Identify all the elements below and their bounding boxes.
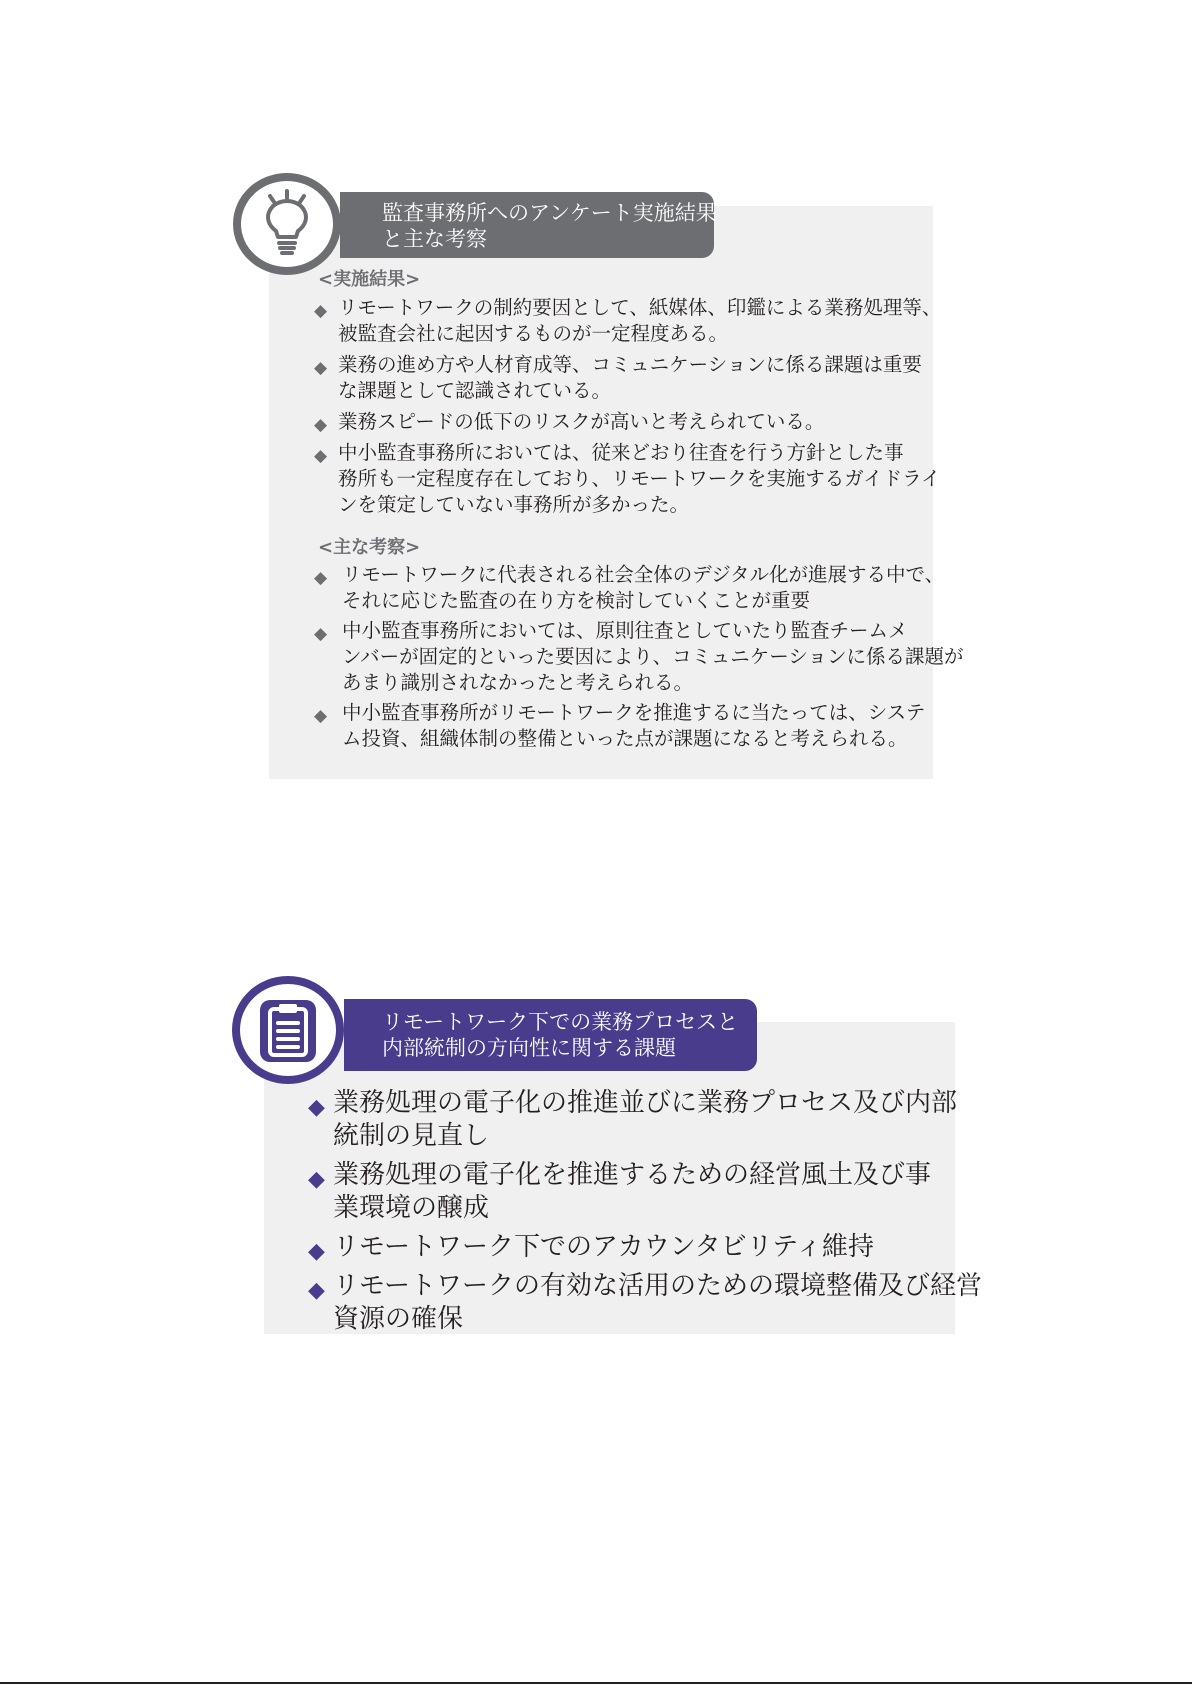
- lightbulb-badge: [233, 173, 341, 275]
- list-item: ◆ 中小監査事務所においては、原則往査としていたり監査チームメ ンバーが固定的といった要因により、コミュニケーションに係る課題が あまり識別されなかったと考えられる。: [314, 619, 964, 694]
- considerations-heading: <主な考察>: [318, 537, 421, 558]
- section2-title-banner: [344, 999, 757, 1071]
- list-item: ◆ リモートワークに代表される社会全体のデジタル化が進展する中で、 それに応じた監査の在り方を検討していくことが重要: [314, 563, 945, 612]
- diamond-bullet-icon: ◆: [314, 415, 328, 435]
- list-item: ◆ 業務処理の電子化を推進するための経営風土及び事 業環境の醸成: [308, 1160, 932, 1223]
- section1-title-banner: [340, 192, 717, 258]
- list-item: ◆ 業務の進め方や人材育成等、コミュニケーションに係る課題は重要 な課題として認識されている。: [314, 353, 922, 402]
- list-item: ◆ 業務処理の電子化の推進並びに業務プロセス及び内部 統制の見直し: [308, 1088, 958, 1151]
- section1-title-line-2: と主な考察: [382, 227, 487, 251]
- list-item: ◆ リモートワーク下でのアカウンタビリティ維持: [308, 1231, 948, 1264]
- diamond-bullet-icon: ◆: [308, 1278, 325, 1303]
- results-list: [314, 295, 942, 523]
- diamond-bullet-icon: ◆: [308, 1239, 325, 1264]
- list-item: ◆ リモートワークの有効な活用のための環境整備及び経営 資源の確保: [308, 1271, 982, 1334]
- results-heading: <実施結果>: [318, 269, 421, 290]
- diamond-bullet-icon: ◆: [314, 301, 328, 321]
- diamond-bullet-icon: ◆: [314, 446, 328, 466]
- lightbulb-icon: [252, 189, 322, 259]
- footer-rule: [0, 1682, 1192, 1684]
- diamond-bullet-icon: ◆: [308, 1095, 325, 1120]
- diamond-bullet-icon: ◆: [314, 568, 328, 588]
- list-item: ◆ リモートワークの制約要因として、紙媒体、印鑑による業務処理等、 被監査会社に起因するものが一定程度ある。: [314, 296, 942, 345]
- clipboard-icon: [253, 995, 323, 1065]
- section1-title-line-1: 監査事務所へのアンケート実施結果: [382, 201, 717, 225]
- issues-list: [308, 1087, 982, 1342]
- list-item: ◆ 業務スピードの低下のリスクが高いと考えられている。: [314, 409, 914, 435]
- list-item: ◆ 中小監査事務所においては、従来どおり往査を行う方針とした事 務所も一定程度存在しており、リモートワークを実施するガイドライ ンを策定していない事務所が多かった。: [314, 441, 941, 516]
- section2-title-line-2: 内部統制の方向性に関する課題: [382, 1036, 676, 1060]
- considerations-list: [314, 562, 964, 756]
- clipboard-badge: [232, 976, 344, 1084]
- diamond-bullet-icon: ◆: [308, 1167, 325, 1192]
- diamond-bullet-icon: ◆: [314, 706, 328, 726]
- list-item: ◆ 中小監査事務所がリモートワークを推進するに当たっては、システ ム投資、組織体制の整備といった点が課題になると考えられる。: [314, 701, 926, 750]
- section2-title-line-1: リモートワーク下での業務プロセスと: [382, 1010, 739, 1034]
- diamond-bullet-icon: ◆: [314, 624, 328, 644]
- diamond-bullet-icon: ◆: [314, 358, 328, 378]
